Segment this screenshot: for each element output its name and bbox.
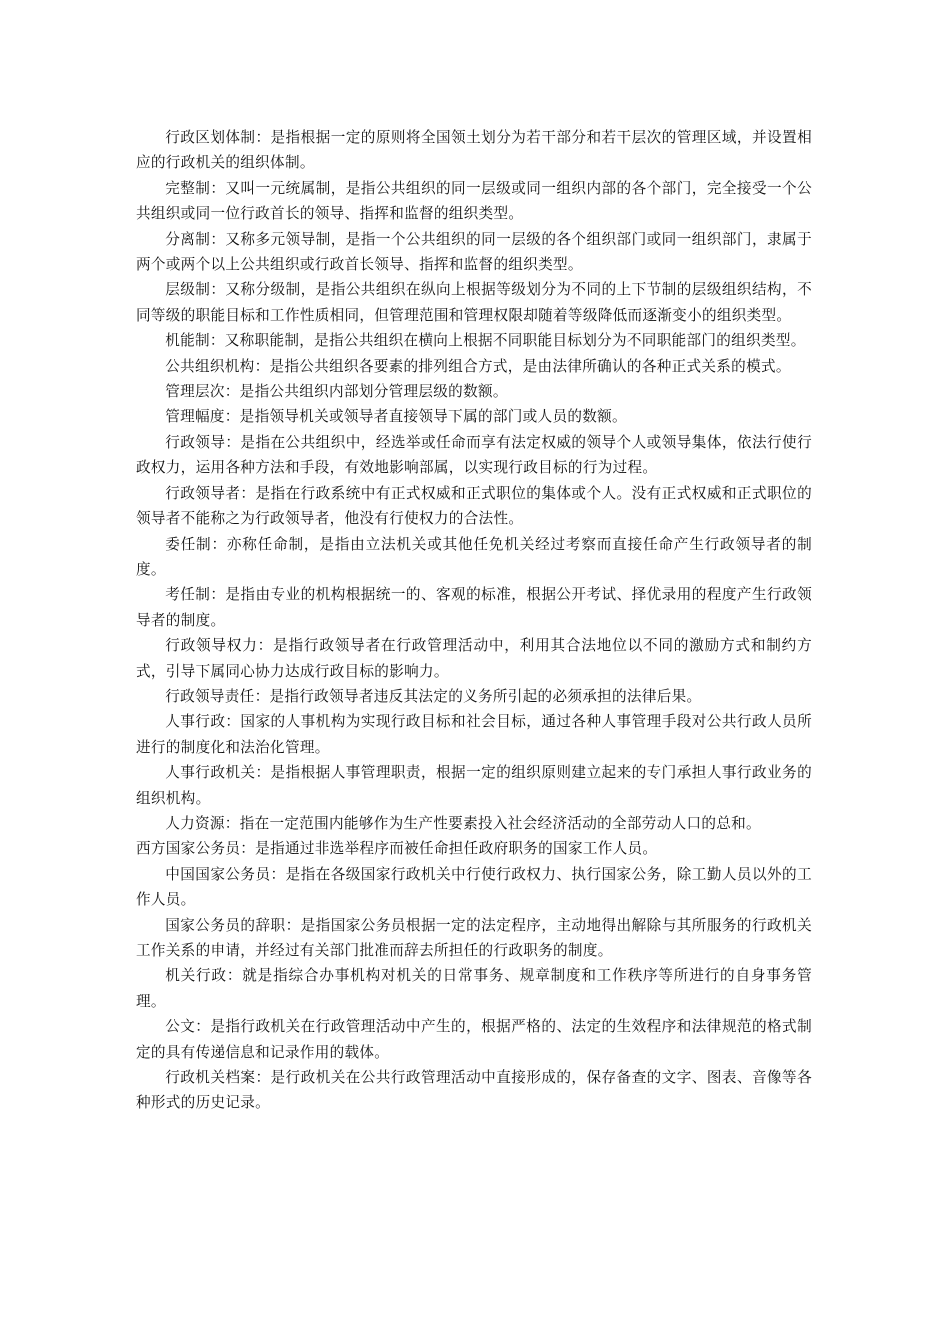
definition-text: 是指公共组织内部划分管理层级的数额。 [239,383,508,401]
definition-separator: ： [226,967,243,985]
definition-paragraph [136,684,812,709]
definition-term: 行政机关档案 [165,1069,256,1087]
document-body [136,125,812,1116]
definition-separator: ： [240,840,256,858]
definition-separator: ： [254,357,270,375]
definition-text: 是指在公共组织中，经选举或任命而享有法定权威的领导个人或领导集体，依法行使行政权力，运用各种方法和手段，有效地影响部属，以实现行政目标的行为过程。 [136,433,812,477]
definition-paragraph [136,328,812,353]
definition-separator: ： [224,408,240,426]
definition-paragraph [136,1065,812,1116]
definition-paragraph [136,582,812,633]
definition-separator: ： [255,129,271,146]
definition-term: 机能制 [165,332,210,350]
definition-term: 管理幅度 [165,408,225,426]
definition-separator: ： [224,383,240,401]
definition-text: 是指在行政系统中有正式权威和正式职位的集体或个人。没有正式权威和正式职位的领导者不能称之为行政领导者，他没有行使权力的合法性。 [136,484,812,528]
definition-separator: ： [210,586,226,604]
definition-separator: ： [225,433,241,451]
definition-paragraph [136,709,812,760]
definition-term: 委任制 [165,535,212,553]
definition-text: 是指根据人事管理职责，根据一定的组织原则建立起来的专门承担人事行政业务的组织机构。 [136,764,812,807]
definition-separator: ： [285,916,301,934]
definition-text: 指在一定范围内能够作为生产性要素投入社会经济活动的全部劳动人口的总和。 [239,814,761,832]
definition-paragraph [136,811,812,836]
definition-separator: ： [255,1069,271,1087]
definition-term: 考任制 [165,586,211,604]
definition-separator: ： [195,1018,211,1036]
definition-separator: ： [210,179,226,197]
definition-separator: ： [209,332,225,350]
definition-paragraph [136,430,812,481]
definition-text: 是指在各级国家行政机关中行使行政权力、执行国家公务，除工勤人员以外的工作人员。 [136,865,812,909]
definition-term: 行政领导责任 [165,687,255,705]
definition-text: 是指根据一定的原则将全国领土划分为若干部分和若干层次的管理区域，并设置相应的行政机关的组织体制。 [136,129,812,172]
definition-paragraph [136,913,812,964]
definition-text: 是行政机关在公共行政管理活动中直接形成的，保存备查的文字、图表、音像等各种形式的历史记录。 [136,1069,812,1112]
definition-text: 是指由专业的机构根据统一的、客观的标准，根据公开考试、择优录用的程度产生行政领导者的制度。 [136,586,812,629]
definition-term: 行政领导权力 [165,637,258,655]
definition-text: 又称分级制，是指公共组织在纵向上根据等级划分为不同的上下节制的层级组织结构，不同等级的职能目标和工作性质相同，但管理范围和管理权限却随着等级降低而逐渐变小的组织类型。 [136,281,812,324]
definition-text: 是指领导机关或领导者直接领导下属的部门或人员的数额。 [239,408,627,426]
definition-text: 是指国家公务员根据一定的法定程序，主动地得出解除与其所服务的行政机关工作关系的申请，并经过有关部门批准而辞去所担任的行政职务的制度。 [136,916,812,959]
definition-paragraph [136,760,812,811]
definition-term: 行政领导 [165,433,226,451]
definition-paragraph [136,963,812,1014]
definition-paragraph [136,633,812,684]
definition-term: 机关行政 [165,967,227,985]
definition-text: 就是指综合办事机构对机关的日常事务、规章制度和工作秩序等所进行的自身事务管理。 [136,967,812,1010]
definition-text: 是指通过非选举程序而被任命担任政府职务的国家工作人员。 [255,840,658,858]
definition-term: 分离制 [165,230,211,248]
definition-term: 人事行政 [165,713,226,731]
definition-paragraph [136,354,812,379]
definition-term: 中国国家公务员 [165,865,271,883]
definition-paragraph [136,404,812,429]
definition-text: 亦称任命制，是指由立法机关或其他任免机关经过考察而直接任命产生行政领导者的制度。 [136,535,813,578]
definition-paragraph [136,1014,812,1065]
definition-text: 是指行政领导者在行政管理活动中，利用其合法地位以不同的激励方式和制约方式，引导下属同心协力达成行政目标的影响力。 [136,637,812,680]
definition-paragraph [136,379,812,404]
definition-paragraph [136,277,812,328]
definition-separator: ： [270,865,286,883]
definition-separator: ： [225,713,241,731]
definition-text: 是指行政机关在行政管理活动中产生的，根据严格的、法定的生效程序和法律规范的格式制定的具有传递信息和记录作用的载体。 [136,1018,812,1061]
definition-separator: ： [211,535,227,553]
definition-text: 是指公共组织各要素的排列组合方式，是由法律所确认的各种正式关系的模式。 [269,357,791,375]
definition-text: 国家的人事机构为实现行政目标和社会目标，通过各种人事管理手段对公共行政人员所进行的制度化和法治化管理。 [136,713,812,756]
definition-term: 完整制 [165,179,211,197]
definition-term: 行政领导者 [165,484,241,502]
definition-separator: ： [240,484,256,502]
definition-separator: ： [257,637,274,655]
definition-paragraph [136,125,812,176]
definition-paragraph [136,862,812,913]
definition-paragraph [136,227,812,278]
definition-paragraph [136,836,812,861]
definition-term: 公文 [165,1018,196,1036]
definition-separator: ： [224,814,240,832]
definition-text: 又称职能制，是指公共组织在横向上根据不同职能目标划分为不同职能部门的组织类型。 [224,332,806,350]
definition-term: 公共组织机构 [165,357,255,375]
definition-paragraph [136,176,812,227]
definition-separator: ： [210,281,226,299]
definition-term: 人事行政机关 [165,764,256,782]
definition-separator: ： [254,687,270,705]
definition-separator: ： [255,764,271,782]
definition-paragraph [136,532,812,583]
definition-term: 国家公务员的辞职 [165,916,286,934]
definition-paragraph [136,481,812,532]
definition-text: 又称多元领导制，是指一个公共组织的同一层级的各个组织部门或同一组织部门，隶属于两个或两个以上公共组织或行政首长领导、指挥和监督的组织类型。 [136,230,812,274]
definition-term: 行政区划体制 [165,129,256,146]
definition-term: 西方国家公务员 [136,840,241,858]
definition-term: 管理层次 [165,383,225,401]
definition-term: 层级制 [165,281,211,299]
definition-text: 又叫一元统属制，是指公共组织的同一层级或同一组织内部的各个部门，完全接受一个公共组织或同一位行政首长的领导、指挥和监督的组织类型。 [136,179,812,223]
definition-text: 是指行政领导者违反其法定的义务所引起的必须承担的法律后果。 [269,687,702,705]
definition-term: 人力资源 [165,814,225,832]
definition-separator: ： [210,230,226,248]
